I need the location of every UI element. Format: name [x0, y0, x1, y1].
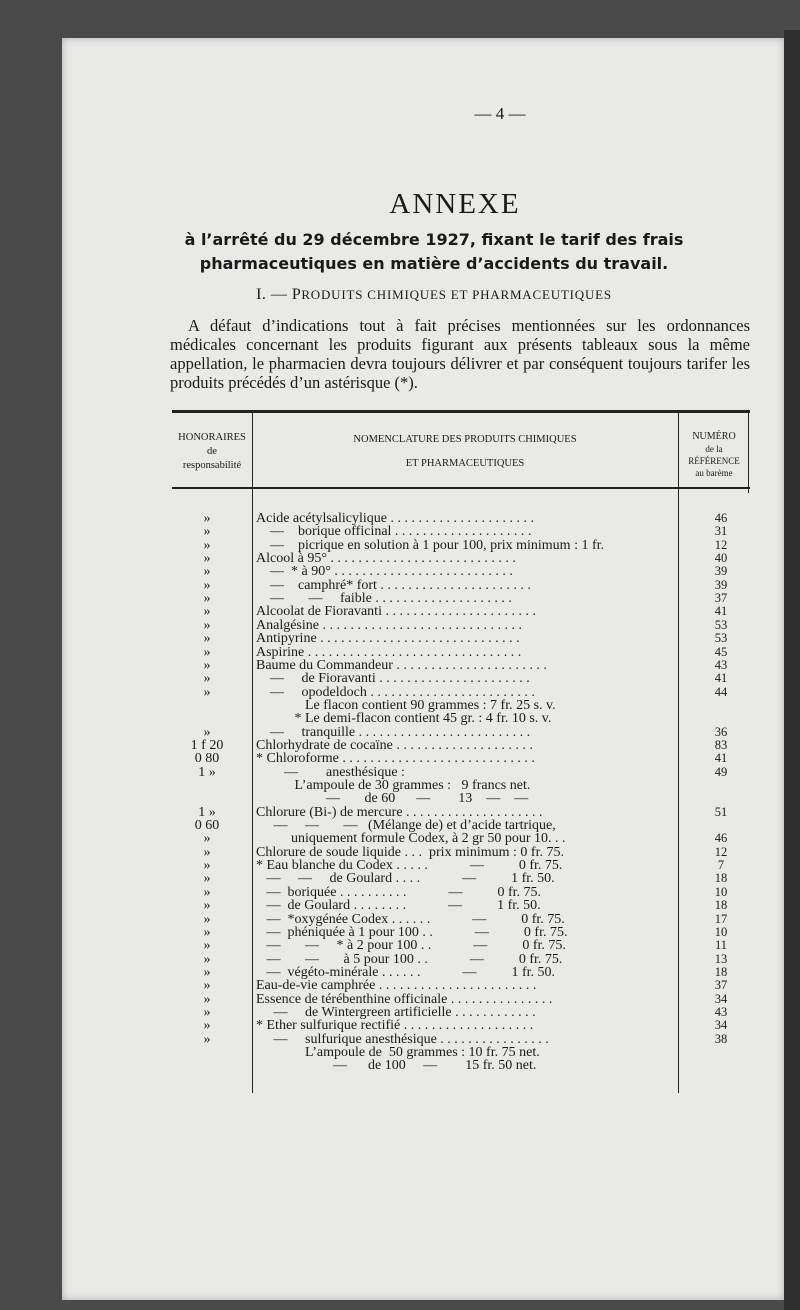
fee-cell: » [203, 911, 211, 927]
product-cell: L’ampoule de 30 grammes : 9 francs net. [256, 778, 531, 793]
fee-cell: » [203, 577, 211, 593]
reference-cell: 36 [714, 724, 728, 739]
reference-cell: 43 [714, 1004, 728, 1019]
fee-cell: 0 60 [194, 818, 220, 834]
reference-cell: 7 [717, 858, 725, 873]
product-cell: — de 60 — 13 — — [256, 791, 529, 807]
subtitle-line-1: à l’arrêté du 29 décembre 1927, fixant le tarif des frais [184, 230, 684, 249]
reference-cell: 44 [714, 684, 728, 699]
fee-cell: » [203, 564, 211, 580]
product-cell: Antipyrine . . . . . . . . . . . . . . . . . . . . . . . . . . . . . [256, 631, 520, 647]
reference-cell: 10 [714, 884, 728, 899]
reference-cell: 83 [714, 737, 728, 752]
reference-cell: 34 [714, 991, 728, 1006]
product-cell: — de 100 — 15 fr. 50 net. [256, 1058, 537, 1074]
product-cell: — boriquée . . . . . . . . . . — 0 fr. 75. [256, 884, 542, 900]
section-heading-rest: RODUITS CHIMIQUES ET PHARMACEUTIQUES [301, 287, 612, 302]
fee-cell: » [203, 511, 211, 526]
subtitle-line-2: pharmaceutiques en matière d’accidents du travail. [199, 254, 669, 273]
fee-cell: » [203, 951, 211, 967]
header-nomenclature [252, 433, 678, 471]
product-cell: — — faible . . . . . . . . . . . . . . . . . . . . [256, 591, 512, 607]
fee-cell: » [203, 684, 211, 700]
product-cell: Analgésine . . . . . . . . . . . . . . . . . . . . . . . . . . . . . [256, 617, 522, 633]
table-row [172, 1058, 750, 1073]
product-cell: — *oxygénée Codex . . . . . . — 0 fr. 75. [256, 911, 565, 927]
reference-cell: 39 [714, 564, 728, 579]
fee-cell: » [203, 871, 211, 887]
product-cell: — borique officinal . . . . . . . . . . . . . . . . . . . . [256, 524, 532, 540]
fee-cell: » [203, 924, 211, 940]
reference-cell: 41 [714, 751, 728, 766]
fee-cell: » [203, 524, 211, 540]
product-cell: — anesthésique : [256, 764, 405, 780]
fee-cell: » [203, 858, 211, 874]
fee-cell: » [203, 537, 211, 553]
product-cell: Chlorure (Bi-) de mercure . . . . . . . . . . . . . . . . . . . . [256, 804, 543, 820]
product-cell: — de Goulard . . . . . . . . — 1 fr. 50. [256, 898, 541, 914]
fee-cell: » [203, 978, 211, 994]
product-cell: * Chloroforme . . . . . . . . . . . . . . . . . . . . . . . . . . . . [256, 751, 535, 767]
fee-cell: » [203, 884, 211, 900]
product-cell: Chlorhydrate de cocaïne . . . . . . . . . . . . . . . . . . . . [256, 737, 533, 753]
fee-cell: » [203, 631, 211, 647]
fee-cell: » [203, 671, 211, 687]
products-table [172, 410, 750, 1093]
reference-cell: 37 [714, 978, 728, 993]
reference-cell: 12 [714, 844, 728, 859]
reference-cell: 37 [714, 591, 728, 606]
fee-cell: » [203, 898, 211, 914]
product-cell: — — — (Mélange de) et d’acide tartrique, [256, 818, 556, 834]
fee-cell: » [203, 964, 211, 980]
product-cell: — picrique en solution à 1 pour 100, prix minimum : 1 fr. [256, 537, 605, 553]
reference-cell: 46 [714, 831, 728, 846]
header-reference-line-2: de la [705, 444, 723, 454]
product-cell: * Eau blanche du Codex . . . . . — 0 fr. 75. [256, 858, 563, 874]
fee-cell: » [203, 591, 211, 607]
product-cell: — * à 90° . . . . . . . . . . . . . . . . . . . . . . . . . . [256, 564, 513, 580]
fee-cell: 0 80 [194, 751, 220, 767]
reference-cell: 46 [714, 511, 728, 525]
fee-cell: » [203, 617, 211, 633]
product-cell: * Ether sulfurique rectifié . . . . . . . . . . . . . . . . . . . [256, 1018, 534, 1034]
product-cell: uniquement formule Codex, à 2 gr 50 pour 10. . . [256, 831, 566, 847]
reference-cell: 49 [714, 764, 728, 779]
reference-cell: 12 [714, 537, 728, 552]
reference-cell: 53 [714, 631, 728, 646]
reference-cell: 11 [714, 938, 728, 953]
fee-cell: » [203, 604, 211, 620]
reference-cell: 17 [714, 911, 728, 926]
product-cell: Le flacon contient 90 grammes : 7 fr. 25 s. v. [256, 697, 556, 713]
product-cell: — végéto-minérale . . . . . . — 1 fr. 50. [256, 964, 556, 980]
header-nomenclature-line-2: ET PHARMACEUTIQUES [405, 458, 525, 469]
reference-cell: 40 [714, 551, 728, 566]
header-reference-line-4: au barème [695, 468, 733, 478]
reference-cell: 13 [714, 951, 728, 966]
section-heading [124, 286, 744, 304]
fee-cell: » [203, 551, 211, 567]
product-cell: L’ampoule de 50 grammes : 10 fr. 75 net. [256, 1045, 540, 1060]
product-cell: Essence de térébenthine officinale . . . . . . . . . . . . . . . [256, 991, 553, 1007]
product-cell: — phéniquée à 1 pour 100 . . — 0 fr. 75. [256, 924, 568, 940]
fee-cell: » [203, 644, 211, 660]
header-rule [172, 487, 750, 489]
section-heading-lead: I. — P [256, 286, 302, 303]
fee-cell: » [203, 724, 211, 740]
reference-cell: 18 [714, 898, 728, 913]
product-cell: — — * à 2 pour 100 . . — 0 fr. 75. [256, 938, 566, 954]
reference-cell: 18 [714, 871, 728, 886]
product-cell: Acide acétylsalicylique . . . . . . . . . . . . . . . . . . . . . [256, 511, 534, 526]
fee-cell: » [203, 1031, 211, 1047]
fee-cell: » [203, 844, 211, 860]
reference-cell: 38 [714, 1031, 728, 1046]
product-cell: — de Wintergreen artificielle . . . . . . . . . . . . [256, 1004, 536, 1020]
reference-cell: 45 [714, 644, 728, 659]
product-cell: — tranquille . . . . . . . . . . . . . . . . . . . . . . . . . [256, 724, 531, 740]
fee-cell: 1 » [198, 804, 216, 820]
reference-cell: 51 [714, 804, 728, 819]
product-cell: — sulfurique anesthésique . . . . . . . . . . . . . . . . [256, 1031, 549, 1047]
header-fees-line-1: HONORAIRES [178, 432, 246, 443]
product-cell: * Le demi-flacon contient 45 gr. : 4 fr. 10 s. v. [256, 711, 552, 727]
intro-paragraph [170, 316, 750, 392]
product-cell: — — à 5 pour 100 . . — 0 fr. 75. [256, 951, 563, 967]
header-fees-line-2: de [207, 446, 217, 457]
reference-cell: 31 [714, 524, 728, 539]
product-cell: — camphré* fort . . . . . . . . . . . . . . . . . . . . . . [256, 577, 531, 593]
product-cell: Alcool à 95° . . . . . . . . . . . . . . . . . . . . . . . . . . . [256, 551, 516, 567]
fee-cell: 1 » [198, 764, 216, 780]
reference-cell: 53 [714, 617, 728, 632]
product-cell: — — de Goulard . . . . — 1 fr. 50. [256, 871, 555, 887]
header-fees-line-3: responsabilité [182, 460, 242, 471]
page-number: — 4 — [474, 104, 526, 123]
fee-cell: » [203, 991, 211, 1007]
product-cell: Aspirine . . . . . . . . . . . . . . . . . . . . . . . . . . . . . . . [256, 644, 522, 660]
page-title: ANNEXE [389, 188, 521, 220]
reference-cell: 18 [714, 964, 728, 979]
reference-cell: 10 [714, 924, 728, 939]
reference-cell: 43 [714, 657, 728, 672]
reference-cell: 41 [714, 671, 728, 686]
product-cell: Chlorure de soude liquide . . . prix minimum : 0 fr. 75. [256, 844, 564, 860]
fee-cell: » [203, 1018, 211, 1034]
reference-cell: 39 [714, 577, 728, 592]
header-reference-line-3: RÉFÉRENCE [688, 456, 740, 466]
intro-text: A défaut d’indications tout à fait précises mentionnées sur les ordonnances médicales concernant les produits figurant aux présents tableaux sous la même appellation, le pharmacien devra toujours délivrer et par conséquent toujours tarifer les produits précédés d’un astérisque (*). [170, 316, 750, 392]
header-nomenclature-line-1: NOMENCLATURE DES PRODUITS CHIMIQUES [353, 434, 577, 445]
product-cell: Baume du Commandeur . . . . . . . . . . . . . . . . . . . . . . [256, 657, 547, 673]
product-cell: — opodeldoch . . . . . . . . . . . . . . . . . . . . . . . . [256, 684, 535, 700]
header-reference [678, 431, 750, 479]
fee-cell: » [203, 938, 211, 954]
header-reference-line-1: NUMÉRO [692, 431, 736, 442]
fee-cell: 1 f 20 [190, 737, 224, 753]
header-fees [172, 431, 252, 473]
reference-cell: 34 [714, 1018, 728, 1033]
fee-cell: » [203, 657, 211, 673]
book-edge [784, 30, 800, 1310]
reference-cell: 41 [714, 604, 728, 619]
product-cell: Eau-de-vie camphrée . . . . . . . . . . . . . . . . . . . . . . . [256, 978, 537, 994]
fee-cell: » [203, 831, 211, 847]
product-cell: — de Fioravanti . . . . . . . . . . . . . . . . . . . . . . [256, 671, 530, 687]
fee-cell: » [203, 1004, 211, 1020]
product-cell: Alcoolat de Fioravanti . . . . . . . . . . . . . . . . . . . . . . [256, 604, 536, 620]
